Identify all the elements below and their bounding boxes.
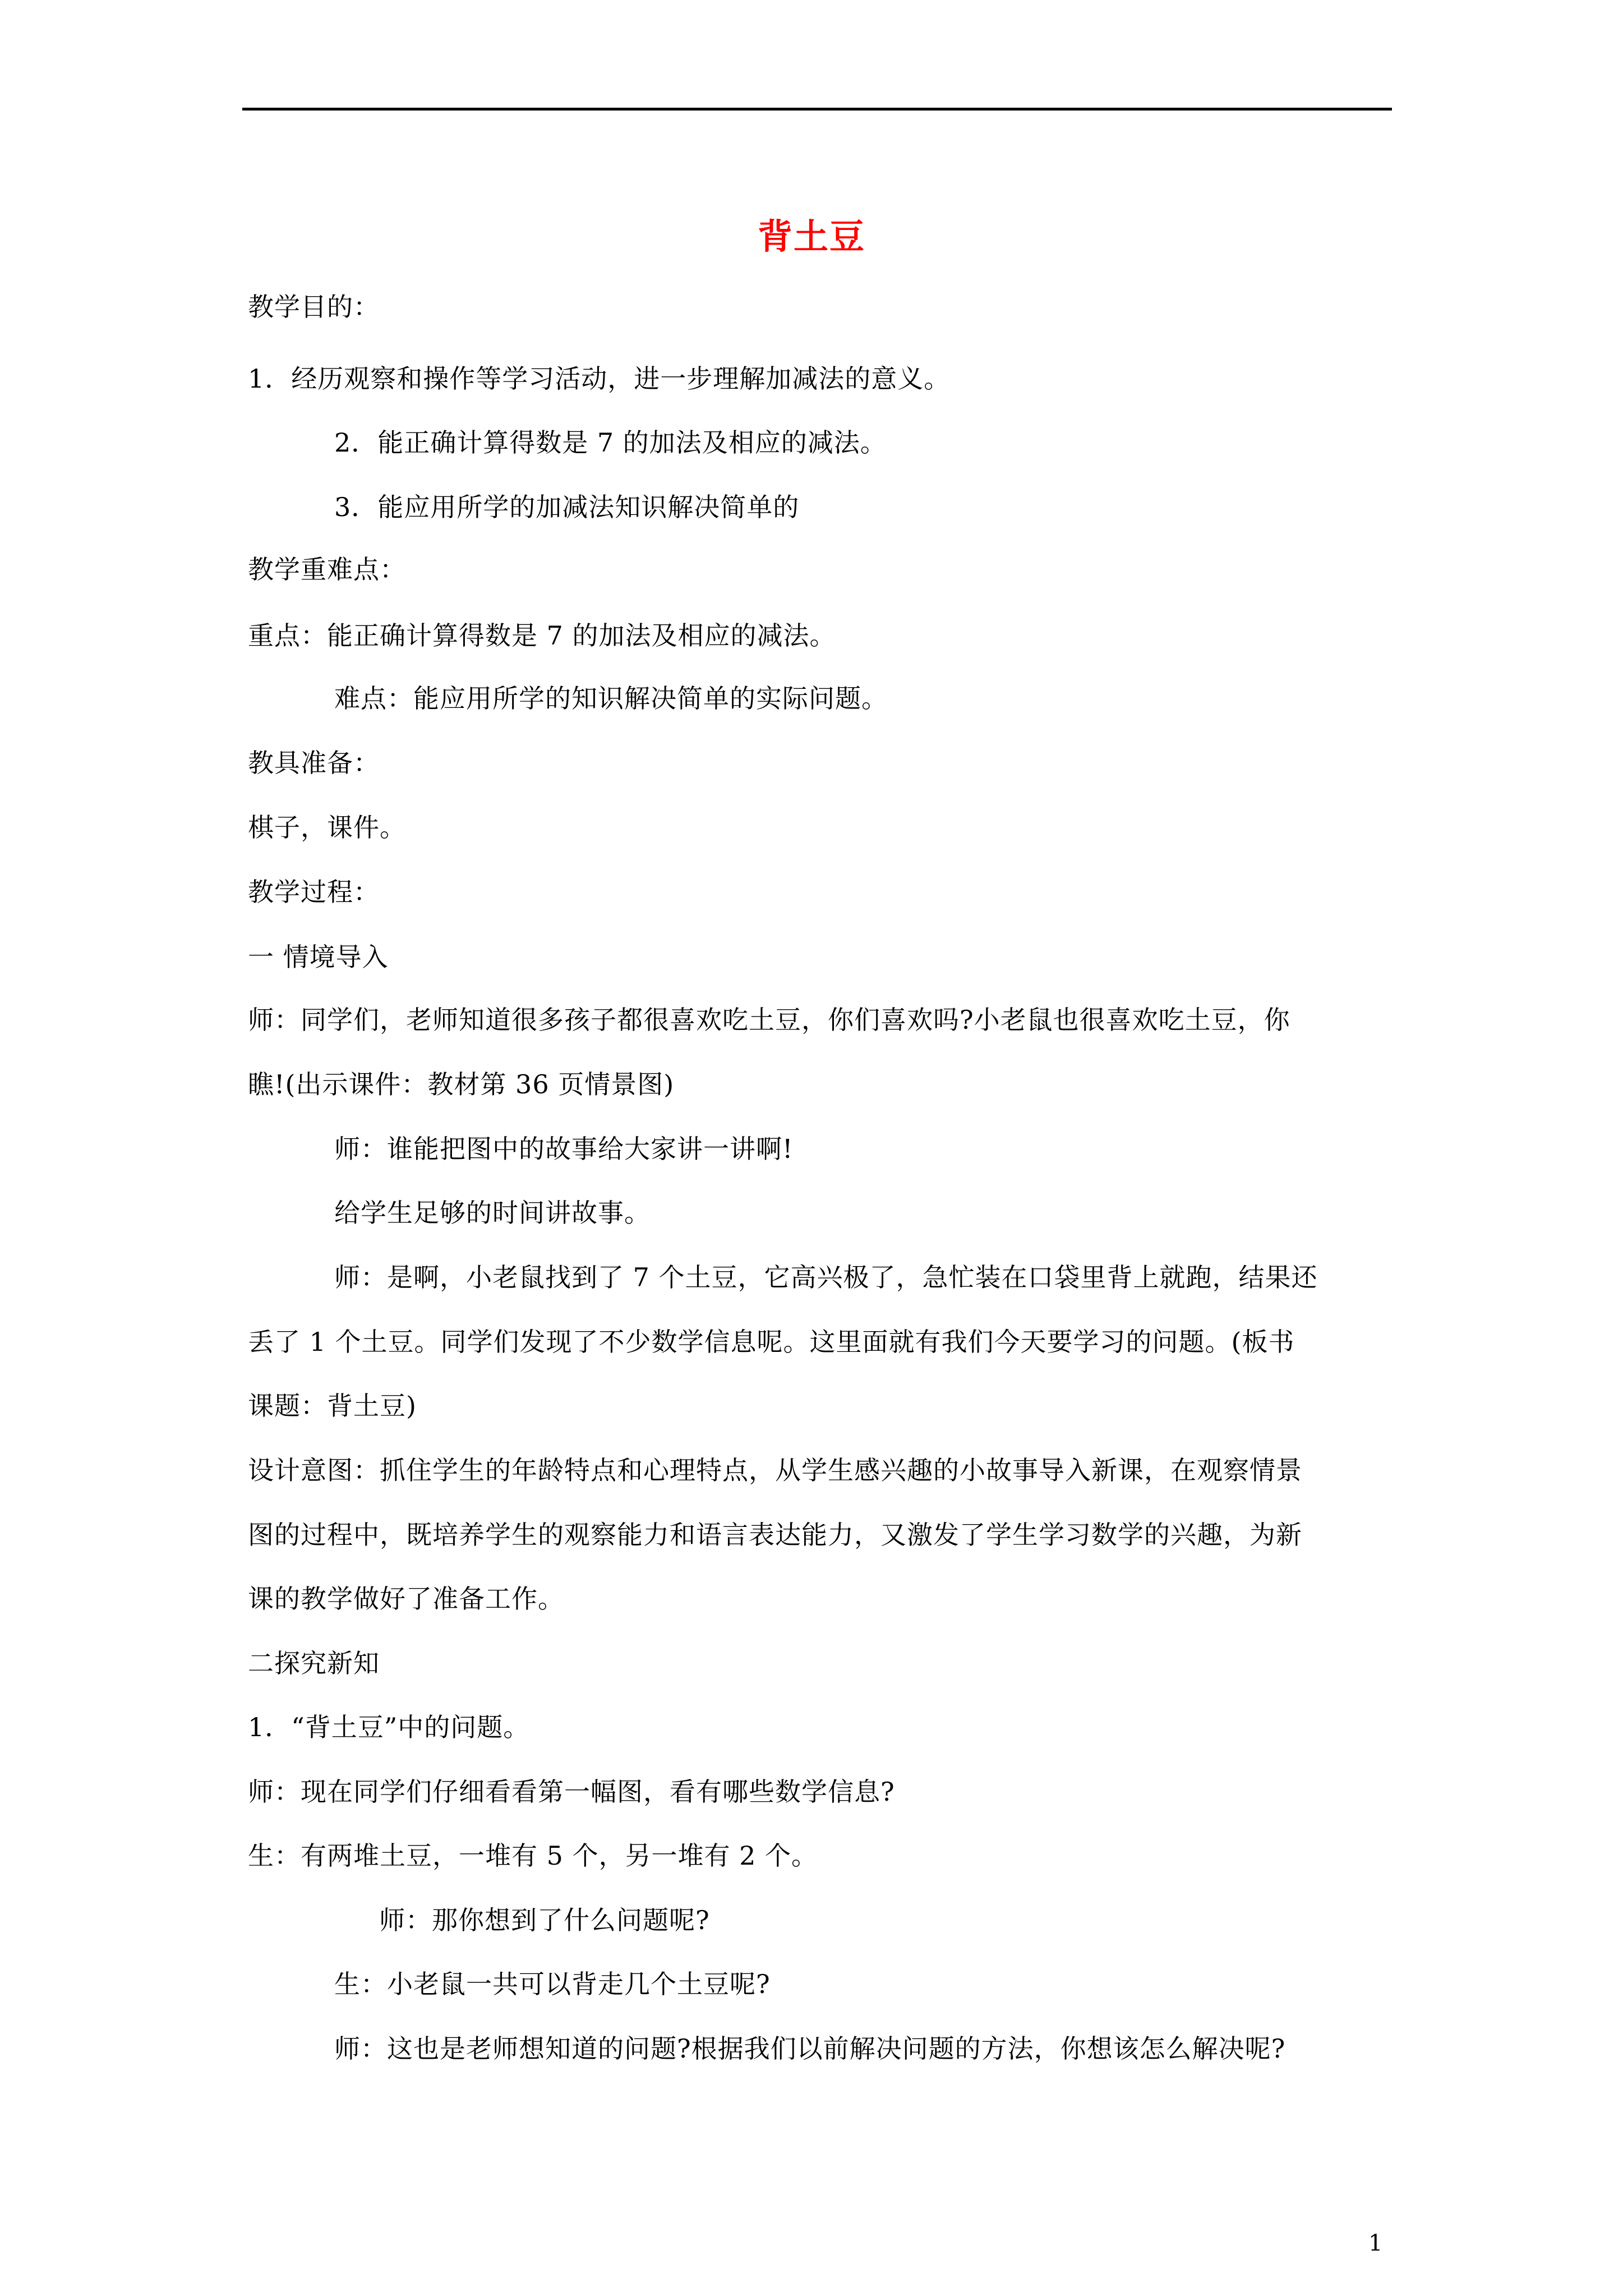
text-line: 图的过程中，既培养学生的观察能力和语言表达能力，又激发了学生学习数学的兴趣，为新 [248, 1520, 1302, 1550]
text-line: 1．“背土豆”中的问题。 [248, 1712, 530, 1742]
text-line: 重点：能正确计算得数是 7 的加法及相应的减法。 [248, 620, 836, 651]
text-line: 生：有两堆土豆，一堆有 5 个，另一堆有 2 个。 [248, 1841, 818, 1871]
text-line: 师：这也是老师想知道的问题?根据我们以前解决问题的方法，你想该怎么解决呢? [334, 2033, 1286, 2064]
text-line: 1．经历观察和操作等学习活动，进一步理解加减法的意义。 [248, 364, 951, 394]
text-line: 2．能正确计算得数是 7 的加法及相应的减法。 [334, 427, 887, 458]
header-rule [242, 108, 1392, 111]
text-line: 师：现在同学们仔细看看第一幅图，看有哪些数学信息? [248, 1777, 895, 1807]
text-line: 教具准备： [248, 748, 380, 778]
text-line: 教学重难点： [248, 554, 406, 585]
text-line: 教学过程： [248, 877, 380, 907]
text-line: 一 情境导入 [248, 942, 389, 972]
text-line: 生：小老鼠一共可以背走几个土豆呢? [334, 1969, 771, 1999]
text-line: 教学目的： [248, 292, 380, 322]
text-line: 师：那你想到了什么问题呢? [379, 1905, 710, 1935]
text-line: 师：同学们，老师知道很多孩子都很喜欢吃土豆，你们喜欢吗?小老鼠也很喜欢吃土豆，你 [248, 1005, 1290, 1035]
text-line: 课题：背土豆) [248, 1391, 417, 1421]
text-line: 师：谁能把图中的故事给大家讲一讲啊! [334, 1134, 794, 1164]
text-line: 设计意图：抓住学生的年龄特点和心理特点，从学生感兴趣的小故事导入新课，在观察情景 [248, 1455, 1302, 1485]
text-line: 棋子，课件。 [248, 812, 406, 843]
text-line: 丢了 1 个土豆。同学们发现了不少数学信息呢。这里面就有我们今天要学习的问题。(板书 [248, 1327, 1295, 1357]
text-line: 瞧!(出示课件：教材第 36 页情景图) [248, 1069, 675, 1099]
text-line: 课的教学做好了准备工作。 [248, 1584, 564, 1614]
text-line: 3．能应用所学的加减法知识解决简单的 [334, 492, 800, 522]
page-number: 1 [1368, 2230, 1383, 2256]
text-line: 难点：能应用所学的知识解决简单的实际问题。 [334, 683, 888, 714]
text-line: 师：是啊，小老鼠找到了 7 个土豆，它高兴极了，急忙装在口袋里背上就跑，结果还 [334, 1262, 1318, 1292]
text-line: 二探究新知 [248, 1648, 380, 1678]
document-title: 背土豆 [757, 216, 865, 257]
text-line: 给学生足够的时间讲故事。 [334, 1198, 651, 1228]
